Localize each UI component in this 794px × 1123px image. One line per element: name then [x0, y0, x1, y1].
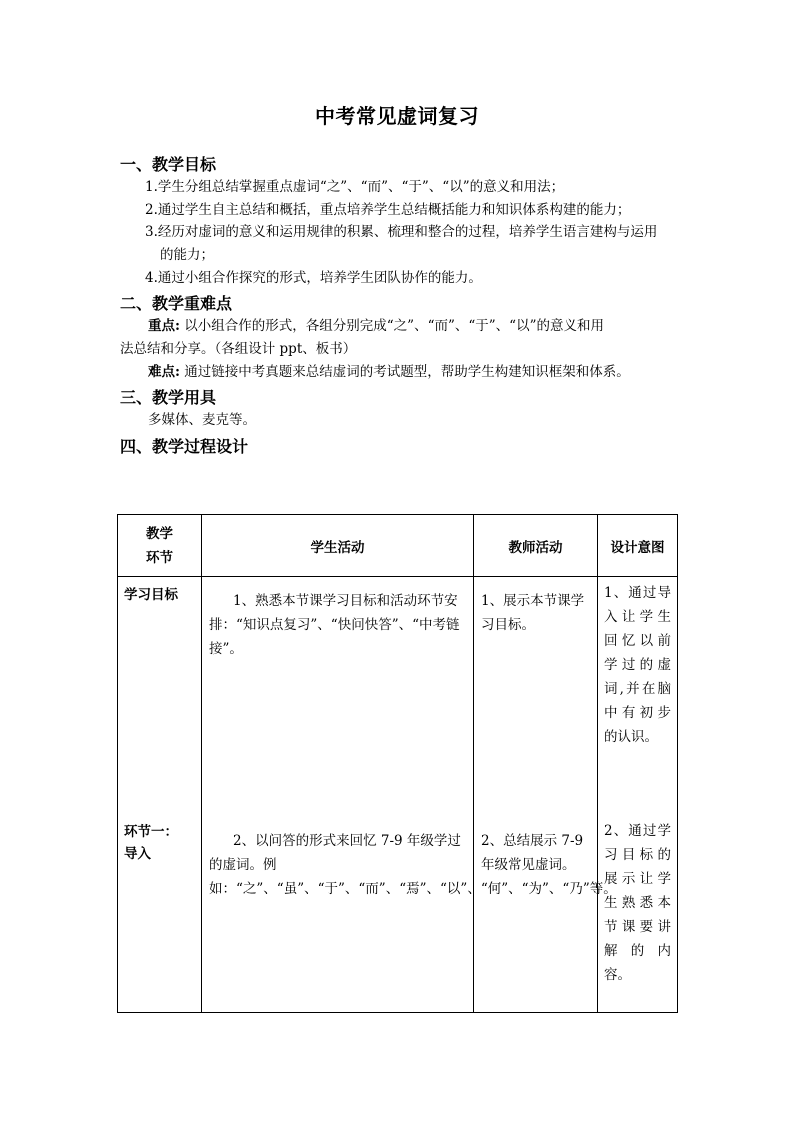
objective-item: 2.通过学生自主总结和概括，重点培养学生总结概括能力和知识体系构建的能力；: [145, 202, 631, 218]
stage-label-intro: 环节一： 导入: [124, 824, 178, 862]
teacher-activity-2: 2、总结展示 7-9 年级常见虚词。: [481, 833, 584, 873]
objective-item: 4.通过小组合作探究的形式，培养学生团队协作的能力。: [145, 270, 482, 286]
lesson-plan-table: [117, 514, 678, 1013]
difficulty-label: 难点:: [148, 364, 180, 380]
stage-cell: [118, 577, 202, 1013]
teacher-activity-1: 1、展示本节课学习目标。: [481, 593, 585, 633]
student-activity-2: 2、以问答的形式来回忆 7-9 年级学过的虚词。例如：“之”、“虽”、“于”、“而”、“焉”、“以”、“何”、“为”、“乃”等。: [209, 833, 617, 897]
student-activity-1: 1、熟悉本节课学习目标和活动环节安排：“知识点复习”、“快问快答”、“中考链接”。: [209, 593, 460, 657]
header-design-intent: 设计意图: [598, 515, 678, 577]
difficulty-text: 通过链接中考真题来总结虚词的考试题型，帮助学生构建知识框架和体系。: [179, 364, 630, 380]
header-teacher-activity: 教师活动: [474, 515, 598, 577]
section-heading-process: 四、教学过程设计: [120, 437, 249, 456]
key-point-continued: 法总结和分享。（各组设计 ppt、板书）: [120, 341, 357, 357]
key-point-text: 以小组合作的形式，各组分别完成“之”、“而”、“于”、“以”的意义和用: [179, 318, 604, 334]
design-intent-2: 2、通过学习目标的展示让学生熟悉本节课要讲解的内容。: [604, 823, 671, 983]
page-title: 中考常见虚词复习: [315, 104, 479, 128]
design-intent-cell: [598, 577, 678, 1013]
difficulty-line: [148, 361, 630, 383]
section-heading-key-points: 二、教学重难点: [120, 294, 233, 313]
key-point-line: [148, 315, 604, 337]
objective-item: 3.经历对虚词的意义和运用规律的积累、梳理和整合的过程，培养学生语言建构与运用: [145, 224, 658, 240]
teacher-activity-cell: [474, 577, 598, 1013]
header-stage: 教学 环节: [118, 515, 202, 577]
section-heading-materials: 三、教学用具: [120, 388, 217, 407]
design-intent-1: 1、通过导入让学生回忆以前学过的虚词,并在脑中有初步的认识。: [604, 585, 671, 745]
objective-item-continued: 的能力；: [160, 247, 214, 263]
stage-label-objectives: 学习目标: [124, 587, 178, 603]
key-point-label: 重点:: [148, 318, 180, 334]
objective-item: 1.学生分组总结掌握重点虚词“之”、“而”、“于”、“以”的意义和用法；: [145, 179, 565, 195]
header-student-activity: 学生活动: [202, 515, 474, 577]
materials-text: 多媒体、麦克等。: [148, 412, 256, 428]
section-heading-objectives: 一、教学目标: [120, 155, 217, 174]
